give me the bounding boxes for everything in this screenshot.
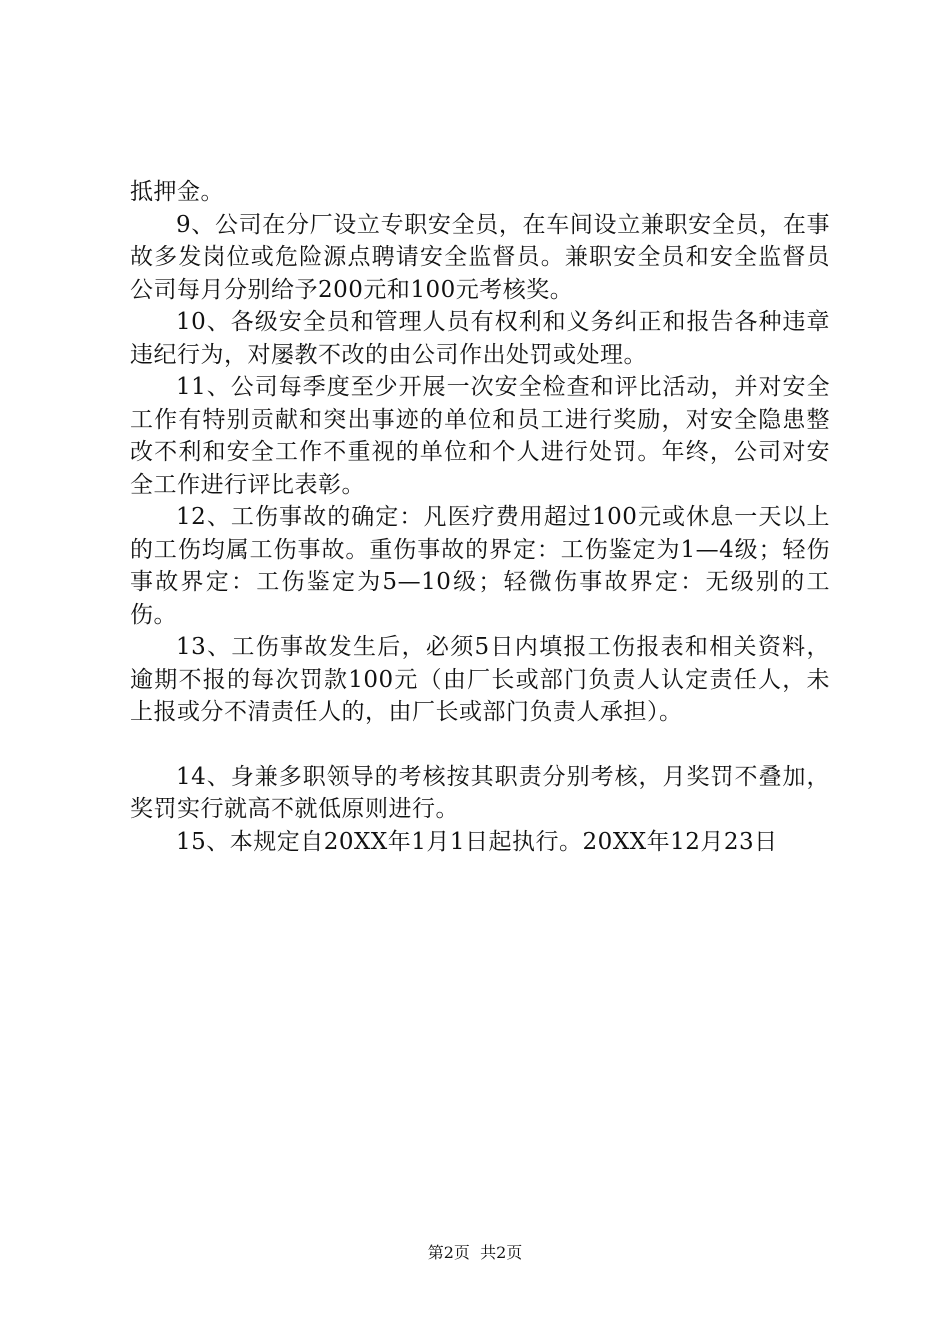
page-footer: [0, 1243, 950, 1263]
paragraph-item-13: 13、工伤事故发生后，必须5日内填报工伤报表和相关资料，逾期不报的每次罚款100元（由厂长或部门负责人认定责任人，未上报或分不清责任人的，由厂长或部门负责人承担）。: [130, 634, 830, 725]
paragraph-continuation: 抵押金。: [130, 179, 224, 205]
paragraph-item-10: 10、各级安全员和管理人员有权利和义务纠正和报告各种违章违纪行为，对屡教不改的由公司作出处罚或处理。: [130, 309, 830, 368]
paragraph-item-9: 9、公司在分厂设立专职安全员，在车间设立兼职安全员，在事故多发岗位或危险源点聘请安全监督员。兼职安全员和安全监督员公司每月分别给予200元和100元考核奖。: [130, 211, 830, 303]
paragraph-item-12: 12、工伤事故的确定：凡医疗费用超过100元或休息一天以上的工伤均属工伤事故。重伤事故的界定：工伤鉴定为1—4级；轻伤事故界定：工伤鉴定为5—10级；轻微伤事故界定：无级别的工伤。: [130, 504, 830, 628]
page-number-label: 第2页 共2页: [427, 1243, 523, 1262]
document-body: [130, 176, 830, 858]
paragraph-item-11: 11、公司每季度至少开展一次安全检查和评比活动，并对安全工作有特别贡献和突出事迹的单位和员工进行奖励，对安全隐患整改不利和安全工作不重视的单位和个人进行处罚。年终，公司对安全工作进行评比表彰。: [130, 374, 830, 498]
paragraph-item-15: 15、本规定自20XX年1月1日起执行。20XX年12月23日: [176, 828, 778, 855]
paragraph-item-14: 14、身兼多职领导的考核按其职责分别考核，月奖罚不叠加，奖罚实行就高不就低原则进行。: [130, 763, 830, 822]
